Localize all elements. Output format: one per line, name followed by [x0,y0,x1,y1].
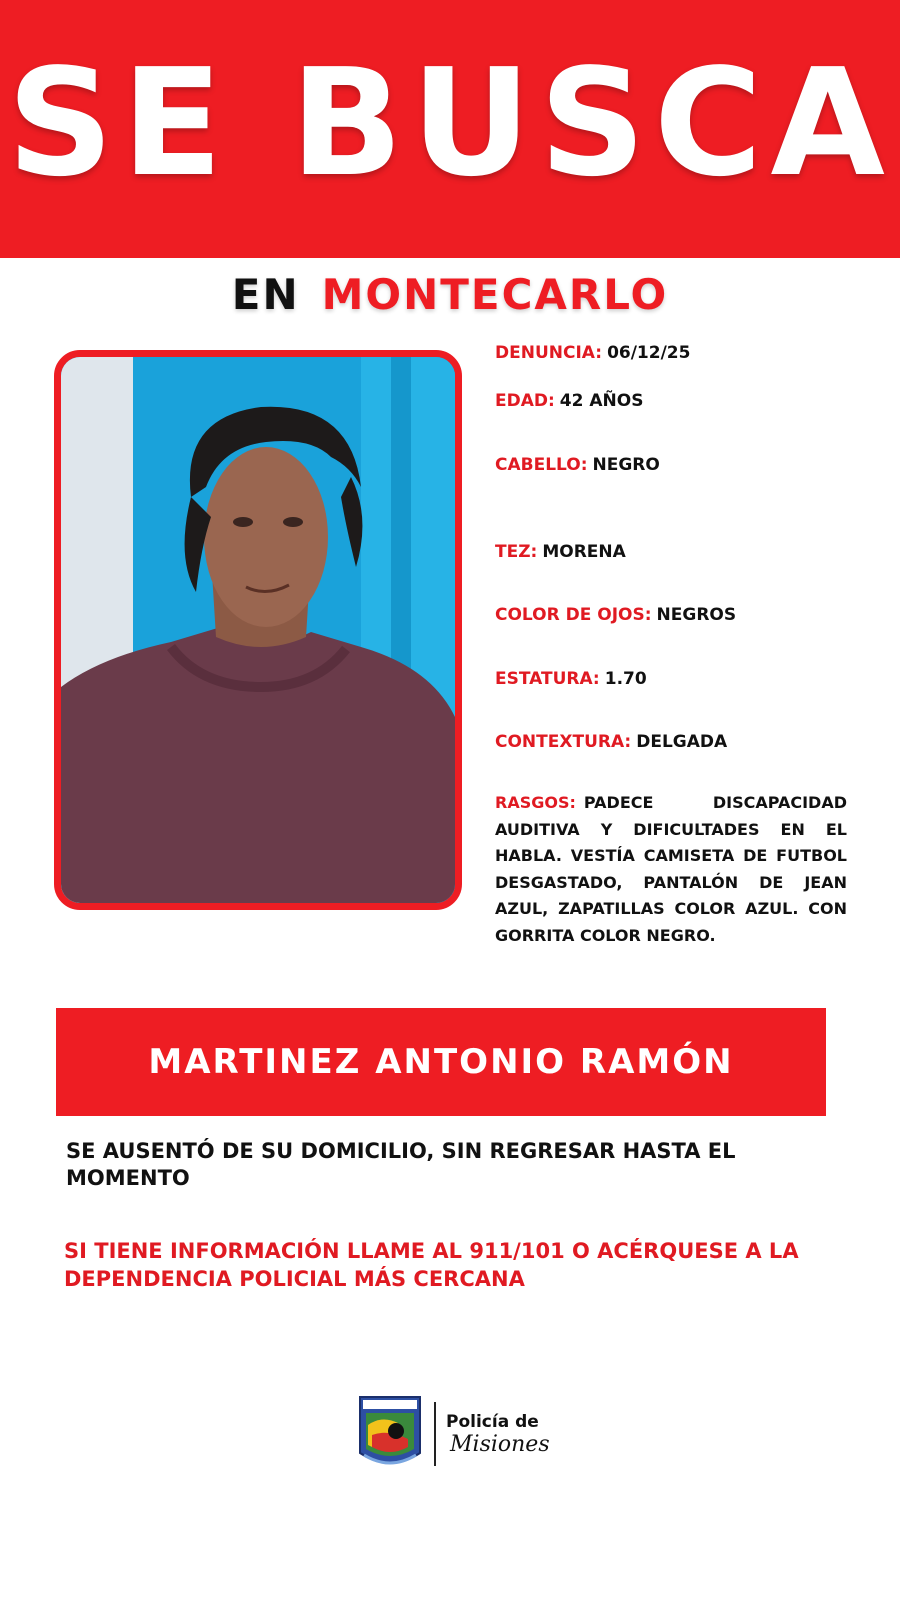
person-photo-image [61,357,455,903]
field-contextura [495,732,847,752]
field-value: DELGADA [636,732,728,752]
rasgos-value: PADECE DISCAPACIDAD AUDITIVA Y DIFICULTADES EN EL HABLA. VESTÍA CAMISETA DE FUTBOL DESGASTADO, PANTALÓN DE JEAN AZUL, ZAPATILLAS COLOR AZUL. CON GORRITA COLOR NEGRO. [495,793,847,945]
field-label: DENUNCIA: [495,343,603,363]
location-city: MONTECARLO [321,270,669,319]
location-line [0,270,900,319]
field-estatura [495,669,847,689]
person-name: MARTINEZ ANTONIO RAMÓN [148,1042,734,1082]
logo-divider [434,1402,436,1466]
field-label: EDAD: [495,391,555,411]
location-prefix: EN [231,270,300,319]
field-label: CABELLO: [495,455,588,475]
field-value: 1.70 [604,669,647,689]
field-value: MORENA [542,542,626,562]
field-color-ojos [495,605,847,625]
police-logo [358,1394,550,1474]
field-tez [495,542,847,562]
field-value: NEGROS [656,605,737,625]
page-title: SE BUSCA [7,37,893,209]
field-label: ESTATURA: [495,669,600,689]
logo-line2: Misiones [450,1431,550,1457]
logo-line1: Policía de [446,1411,539,1432]
police-badge-icon [358,1395,422,1473]
field-cabello [495,455,847,475]
logo-text [446,1412,550,1457]
header-banner [0,0,900,258]
absence-text: SE AUSENTÓ DE SU DOMICILIO, SIN REGRESAR HASTA EL MOMENTO [66,1139,736,1190]
rasgos-label: RASGOS: [495,793,576,812]
name-banner [56,1008,826,1116]
field-denuncia [495,343,847,363]
field-value: 42 AÑOS [559,391,644,411]
field-label: COLOR DE OJOS: [495,605,652,625]
field-label: TEZ: [495,542,538,562]
field-edad [495,391,847,411]
field-rasgos [495,790,847,949]
field-value: 06/12/25 [607,343,691,363]
contact-info-text: SI TIENE INFORMACIÓN LLAME AL 911/101 O ACÉRQUESE A LA DEPENDENCIA POLICIAL MÁS CERCANA [64,1239,799,1291]
person-photo [54,350,462,910]
field-label: CONTEXTURA: [495,732,632,752]
field-value: NEGRO [592,455,660,475]
